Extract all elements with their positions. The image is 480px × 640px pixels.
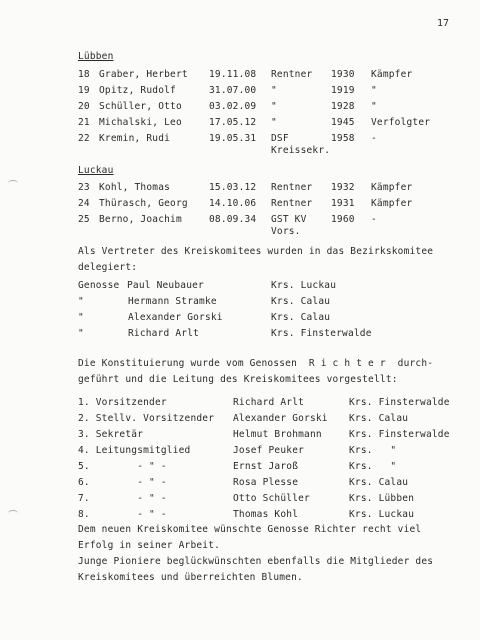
leadership-position: 7. - " - <box>78 493 167 504</box>
member-year: 1931 <box>331 198 355 209</box>
delegate-prefix: " <box>78 296 84 307</box>
status: Kämpfer <box>371 198 413 209</box>
birth-date: 15.03.12 <box>209 182 257 193</box>
constitution-text-line: Die Konstituierung wurde vom Genossen R i c h t e r durch- <box>78 358 434 369</box>
occupation: GST KV <box>271 214 307 225</box>
delegate-district: Krs. Calau <box>271 312 331 323</box>
delegate-prefix: " <box>78 328 84 339</box>
delegation-text-line: Als Vertreter des Kreiskomitees wurden in das Bezirkskomitee <box>78 246 434 257</box>
delegate-prefix: Genosse <box>78 280 120 291</box>
person-name: Berno, Joachim <box>99 214 182 225</box>
delegate-district: Krs. Luckau <box>271 280 337 291</box>
leadership-name: Josef Peuker <box>233 445 305 456</box>
row-number: 23 <box>78 182 90 193</box>
status: Kämpfer <box>371 69 413 80</box>
punch-hole-mark <box>8 510 18 517</box>
birth-date: 19.05.31 <box>209 133 257 144</box>
leadership-name: Helmut Brohmann <box>233 429 322 440</box>
closing-text-line: Erfolg in seiner Arbeit. <box>78 540 221 551</box>
status: Kämpfer <box>371 182 413 193</box>
occupation: Rentner <box>271 182 313 193</box>
birth-date: 03.02.09 <box>209 101 257 112</box>
occupation: " <box>271 117 277 128</box>
person-name: Michalski, Leo <box>99 117 182 128</box>
person-name: Kohl, Thomas <box>99 182 171 193</box>
person-name: Schüller, Otto <box>99 101 182 112</box>
leadership-district: Krs. Finsterwalde <box>349 429 450 440</box>
leadership-name: Ernst Jaroß <box>233 461 299 472</box>
member-year: 1930 <box>331 69 355 80</box>
row-number: 24 <box>78 198 90 209</box>
occupation: Rentner <box>271 69 313 80</box>
occupation: " <box>271 101 277 112</box>
leadership-position: 8. - " - <box>78 509 167 520</box>
leadership-district: Krs. Finsterwalde <box>349 397 450 408</box>
birth-date: 19.11.08 <box>209 69 257 80</box>
leadership-district: Krs. Luckau <box>349 509 415 520</box>
closing-text-line: Junge Pioniere beglückwünschten ebenfalls die Mitglieder des <box>78 556 434 567</box>
member-year: 1932 <box>331 182 355 193</box>
status: - <box>371 214 377 225</box>
constitution-text-line: geführt und die Leitung des Kreiskomitees vorgestellt: <box>78 374 398 385</box>
leadership-name: Richard Arlt <box>233 397 305 408</box>
member-year: 1960 <box>331 214 355 225</box>
status: " <box>371 101 377 112</box>
page-number: 17 <box>437 18 450 29</box>
delegate-district: Krs. Calau <box>271 296 331 307</box>
status: Verfolgter <box>371 117 431 128</box>
occupation: " <box>271 85 277 96</box>
delegate-district: Krs. Finsterwalde <box>271 328 372 339</box>
occupation: Rentner <box>271 198 313 209</box>
row-number: 22 <box>78 133 90 144</box>
leadership-district: Krs. Calau <box>349 413 409 424</box>
delegate-name: Alexander Gorski <box>128 312 223 323</box>
member-year: 1958 <box>331 133 355 144</box>
leadership-position: 6. - " - <box>78 477 167 488</box>
person-name: Thürasch, Georg <box>99 198 188 209</box>
row-number: 21 <box>78 117 90 128</box>
delegate-name: Hermann Stramke <box>128 296 217 307</box>
delegate-prefix: " <box>78 312 84 323</box>
member-year: 1919 <box>331 85 355 96</box>
punch-hole-mark <box>8 180 18 187</box>
birth-date: 31.07.00 <box>209 85 257 96</box>
birth-date: 08.09.34 <box>209 214 257 225</box>
row-number: 25 <box>78 214 90 225</box>
occupation-line2: Kreissekr. <box>271 145 331 156</box>
person-name: Kremin, Rudi <box>99 133 171 144</box>
row-number: 18 <box>78 69 90 80</box>
person-name: Graber, Herbert <box>99 69 188 80</box>
leadership-position: 5. - " - <box>78 461 167 472</box>
leadership-district: Krs. Calau <box>349 477 409 488</box>
member-year: 1945 <box>331 117 355 128</box>
status: - <box>371 133 377 144</box>
row-number: 20 <box>78 101 90 112</box>
delegate-name: Paul Neubauer <box>127 280 204 291</box>
section-heading-luckau: Luckau <box>78 165 114 176</box>
leadership-name: Rosa Plesse <box>233 477 299 488</box>
section-heading-luebben: Lübben <box>78 51 114 62</box>
leadership-position: 2. Stellv. Vorsitzender <box>78 413 215 424</box>
leadership-name: Alexander Gorski <box>233 413 328 424</box>
leadership-district: Krs. Lübben <box>349 493 415 504</box>
row-number: 19 <box>78 85 90 96</box>
delegate-name: Richard Arlt <box>128 328 200 339</box>
member-year: 1928 <box>331 101 355 112</box>
leadership-position: 3. Sekretär <box>78 429 144 440</box>
leadership-district: Krs. " <box>349 445 397 456</box>
person-name: Opitz, Rudolf <box>99 85 176 96</box>
delegation-text-line: delegiert: <box>78 262 138 273</box>
leadership-name: Otto Schüller <box>233 493 310 504</box>
occupation-line2: Vors. <box>271 226 301 237</box>
leadership-district: Krs. " <box>349 461 397 472</box>
occupation: DSF <box>271 133 289 144</box>
leadership-position: 4. Leitungsmitglied <box>78 445 191 456</box>
leadership-name: Thomas Kohl <box>233 509 299 520</box>
status: " <box>371 85 377 96</box>
closing-text-line: Kreiskomitees und überreichten Blumen. <box>78 572 303 583</box>
leadership-position: 1. Vorsitzender <box>78 397 167 408</box>
birth-date: 14.10.06 <box>209 198 257 209</box>
closing-text-line: Dem neuen Kreiskomitee wünschte Genosse Richter recht viel <box>78 524 422 535</box>
birth-date: 17.05.12 <box>209 117 257 128</box>
